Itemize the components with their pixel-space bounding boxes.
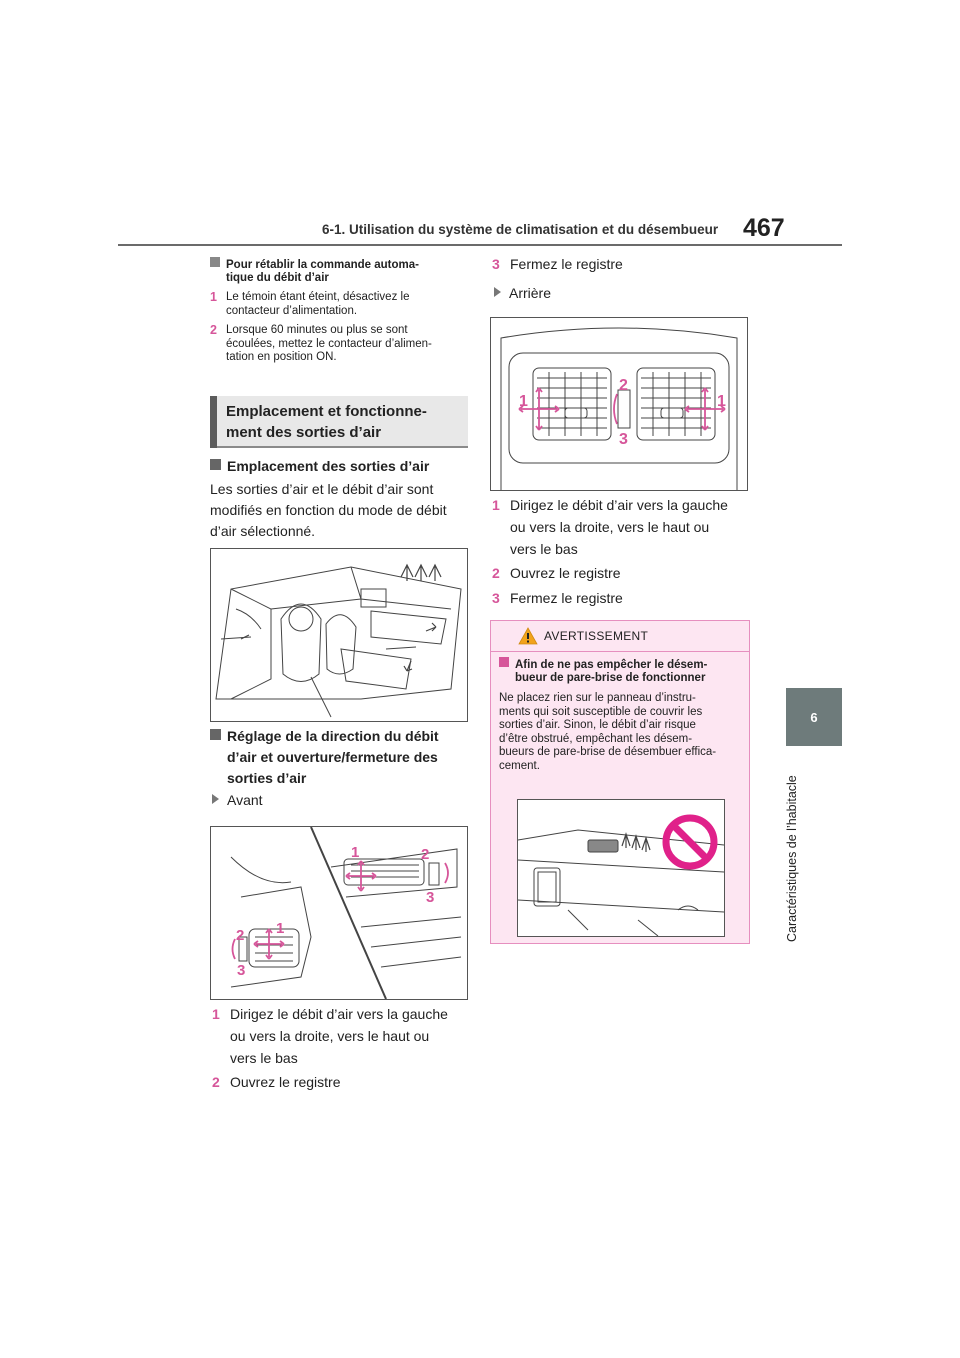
front-vents-figure xyxy=(210,826,468,1000)
front-step-1: 1 Dirigez le débit d’air vers la gauche ou vers la droite, vers le haut ou vers le bas xyxy=(212,1006,448,1066)
chapter-tab: 6 xyxy=(786,688,842,746)
rear-step-1: 1 Dirigez le débit d’air vers la gauche ou vers la droite, vers le haut ou vers le bas xyxy=(492,497,728,557)
dashboard-illustration xyxy=(518,800,724,936)
section-heading-bar xyxy=(210,396,217,448)
rear-step-2: 2 Ouvrez le registre xyxy=(492,565,621,581)
square-bullet-icon xyxy=(210,459,221,470)
chapter-label xyxy=(778,760,808,950)
front-callout-1b: 1 xyxy=(276,920,285,937)
reset-auto-block xyxy=(210,257,468,365)
front-vents-illustration xyxy=(211,827,467,999)
warning-header xyxy=(491,621,749,652)
running-header: 6-1. Utilisation du système de climatisation et du désembueur xyxy=(322,222,719,237)
section-heading: Emplacement et fonctionne- ment des sorties d’air xyxy=(226,403,427,441)
page-number: 467 xyxy=(743,214,785,242)
square-bullet-icon xyxy=(210,729,221,740)
reset-step-1: 1 Le témoin étant éteint, désactivez le contacteur d’alimentation. xyxy=(210,290,410,317)
warning-triangle-icon xyxy=(518,627,538,645)
triangle-bullet-icon xyxy=(212,794,219,804)
warning-box xyxy=(490,620,750,944)
front-label: Avant xyxy=(212,790,263,811)
rear-label: Arrière xyxy=(494,283,551,304)
location-heading: Emplacement des sorties d’air xyxy=(210,456,429,477)
header-divider xyxy=(118,244,842,246)
rear-callout-1: 1 xyxy=(519,393,528,410)
section-heading-box xyxy=(210,396,468,448)
warning-text: Ne placez rien sur le panneau d’instru- ments qui soit susceptible de couvrir les sorties d’air. Sinon, le débit d’air risque d’être obstrué, empêchant les désem- bueurs de pare-brise de désembuer effica- cement. xyxy=(499,692,717,772)
reset-step-2: 2 Lorsque 60 minutes ou plus se sont écoulées, mettez le contacteur d’alimen- tation en position ON. xyxy=(210,323,432,363)
warning-heading: Afin de ne pas empêcher le désem- bueur de pare-brise de fonctionner xyxy=(499,657,739,685)
rear-callout-1b: 1 xyxy=(717,393,726,410)
interior-outlets-figure xyxy=(210,548,468,722)
front-callout-3: 3 xyxy=(426,889,435,906)
dashboard-prohibited-figure xyxy=(517,799,725,937)
rear-callout-3: 3 xyxy=(619,431,628,448)
front-step-2: 2 Ouvrez le registre xyxy=(212,1074,341,1090)
triangle-bullet-icon xyxy=(494,287,501,297)
chapter-label-text: Caractéristiques de l’habitacle xyxy=(785,775,799,942)
rear-callout-2: 2 xyxy=(619,377,628,394)
adjust-heading: Réglage de la direction du débit d’air et ouverture/fermeture des sorties d’air xyxy=(210,726,470,789)
front-callout-3b: 3 xyxy=(237,962,246,979)
warning-body xyxy=(499,657,739,773)
rear-vents-figure xyxy=(490,317,748,491)
warning-label: AVERTISSEMENT xyxy=(544,629,649,643)
rear-vents-illustration xyxy=(491,318,747,490)
front-callout-2: 2 xyxy=(421,846,430,863)
front-callout-2b: 2 xyxy=(236,927,245,944)
reset-auto-heading: Pour rétablir la commande automa- tique du débit d’air xyxy=(210,257,468,285)
interior-illustration xyxy=(211,549,467,721)
front-step-3: 3 Fermez le registre xyxy=(492,256,623,272)
square-bullet-icon xyxy=(499,657,509,667)
rear-step-3: 3 Fermez le registre xyxy=(492,590,623,606)
front-callout-1: 1 xyxy=(351,844,360,861)
location-paragraph: Les sorties d’air et le débit d’air sont modifiés en fonction du mode de débit d’air sélectionné. xyxy=(210,481,447,539)
square-bullet-icon xyxy=(210,257,220,267)
